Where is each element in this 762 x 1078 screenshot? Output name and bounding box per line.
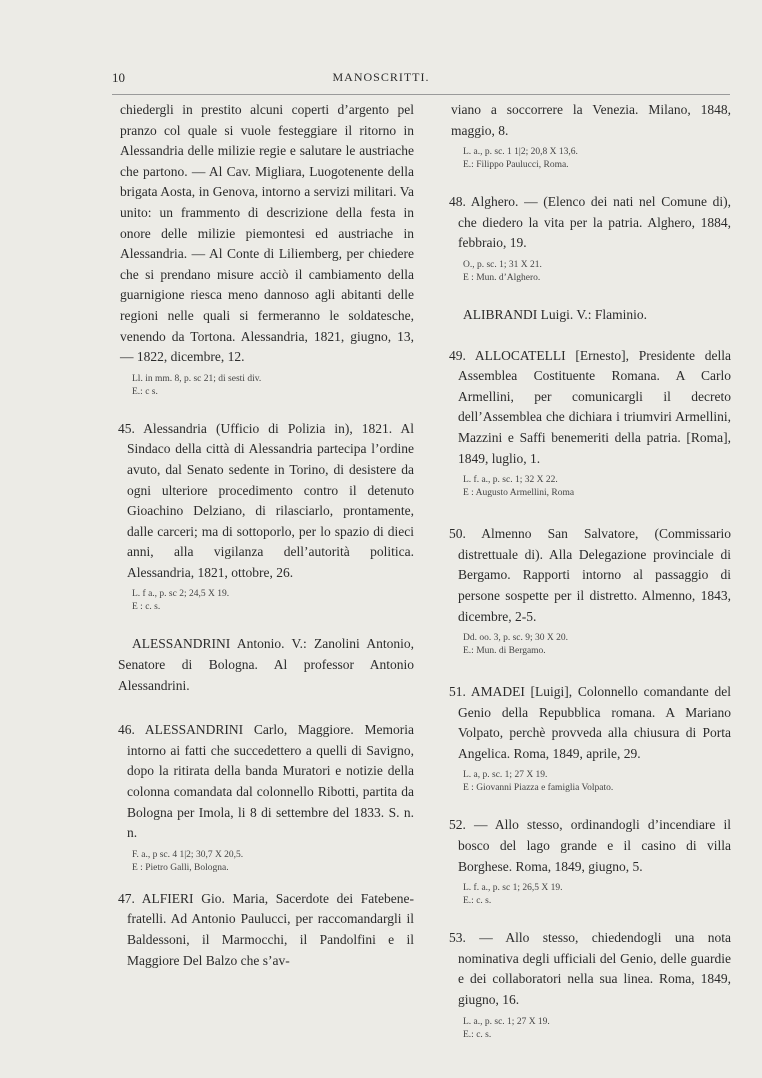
entry-53-note xyxy=(463,1016,731,1042)
exhibitor: E.: c s. xyxy=(132,386,158,397)
exhibitor: E.: c. s. xyxy=(463,896,492,907)
physical-description: Ll. in mm. 8, p. sc 21; di sesti div. xyxy=(132,373,262,384)
entry-51-note xyxy=(463,769,731,795)
cross-reference-alibrandi: ALIBRANDI Luigi. V.: Flaminio. xyxy=(463,306,648,322)
entry-44-note xyxy=(132,373,414,399)
physical-description: F. a., p sc. 4 1|2; 30,7 X 20,5. xyxy=(132,849,244,860)
header-rule xyxy=(112,94,730,95)
exhibitor: E : c. s. xyxy=(132,602,161,613)
exhibitor: E : Mun. d’Alghero. xyxy=(463,272,541,283)
entry-46: 46. ALESSANDRINI Carlo, Maggiore. Memoria intorno ai fatti che succedettero a quelli di Savigno, dopo la ritirata della banda Muratori e notizie della colonna comandata dal colonnello Ribotti, partita da Bologna per Imola, li 8 di settembre del 1833. S. n. n. xyxy=(118,722,414,841)
exhibitor: E.: c. s. xyxy=(463,1029,492,1040)
entry-49: 49. ALLOCATELLI [Ernesto], Presidente della Assemblea Costituente Romana. A Carlo Armellini, per comunicargli il decreto dell’Assemblea che dichiara i triumviri Armellini, Mazzini e Saffi benemeriti della patria. [Roma], 1849, luglio, 1. xyxy=(449,347,731,466)
physical-description: O., p. sc. 1; 31 X 21. xyxy=(463,259,542,270)
entry-45-note xyxy=(132,588,414,614)
entry-53: 53. — Allo stesso, chiedendogli una nota nominativa degli ufficiali del Genio, delle guardie e dei collaboratori nella sua linea. Roma, 1849, giugno, 16. xyxy=(449,930,731,1008)
entry-45: 45. Alessandria (Ufficio di Polizia in), 1821. Al Sindaco della città di Alessandria partecipa l’ordine avuto, dal Senato sedente in Torino, di desistere da ogni ulteriore procedimento contro il detenuto Gioachino Delziano, di rilasciarlo, prontamente, dalle carceri; ma di sottoporlo, per lo spazio di dieci anni, alla vigilanza dell’autorità politica. Alessandria, 1821, ottobre, 26. xyxy=(118,420,414,580)
page-number: 10 xyxy=(112,70,125,85)
physical-description: L. f a., p. sc 2; 24,5 X 19. xyxy=(132,589,230,600)
entry-44-continuation: chiedergli in prestito alcuni coperti d’argento pel pranzo col quale si vuole festeggiare il ritorno in Alessandria delle milizie regie e salutare le austriache che partono. — Al Cav. Migliara, Luogotenente della brigata Aosta, in Genova, intorno a servizi militari. Va unito: un frammento di descrizione della festa in onore delle milizie piemontesi ed austriache in Alessandria. — Al Conte di Liliemberg, per chiedere che si prendano misure acciò il cambiamento della guarnigione riesca meno dannoso agli abitanti delle regioni nelle quali si fermeranno le soldatesche, venendo da Tortona. Alessandria, 1821, giugno, 13, — 1822, dicembre, 12. xyxy=(120,102,414,365)
entry-48: 48. Alghero. — (Elenco dei nati nel Comune di), che diedero la vita per la patria. Alghero, 1884, febbraio, 19. xyxy=(449,194,731,251)
physical-description: L. a., p. sc. 1; 27 X 19. xyxy=(463,1016,550,1027)
entry-48-note xyxy=(463,259,731,285)
physical-description: L. f. a., p. sc 1; 26,5 X 19. xyxy=(463,883,563,894)
entry-51: 51. AMADEI [Luigi], Colonnello comandante del Genio della Repubblica romana. A Mariano Volpato, perchè provveda alla chiusura di Porta Angelica. Roma, 1849, aprile, 29. xyxy=(449,684,731,761)
left-column xyxy=(118,100,414,971)
exhibitor: E.: Filippo Paulucci, Roma. xyxy=(463,160,569,171)
entry-50: 50. Almenno San Salvatore, (Commissario distrettuale di). Alla Delegazione provinciale di Bergamo. Rapporti intorno al passaggio di persone sospette per il distretto. Almenno, 1843, dicembre, 2-5. xyxy=(449,526,731,624)
cross-reference-alessandrini-antonio: ALESSANDRINI Antonio. V.: Zanolini Antonio, Senatore di Bologna. Al professor Antonio Alessandrini. xyxy=(118,636,414,693)
entry-52: 52. — Allo stesso, ordinandogli d’incendiare il bosco del lago grande e il casino di villa Borghese. Roma, 1849, giugno, 5. xyxy=(449,817,731,874)
physical-description: L. f. a., p. sc. 1; 32 X 22. xyxy=(463,475,558,486)
entry-47: 47. ALFIERI Gio. Maria, Sacerdote dei Fatebene-fratelli. Ad Antonio Paulucci, per raccomandargli il Baldessoni, il Marmocchi, il Pandolfini e il Maggiore Del Balzo che s’av- xyxy=(118,890,414,968)
entry-49-note xyxy=(463,474,731,500)
physical-description: Dd. oo. 3, p. sc. 9; 30 X 20. xyxy=(463,633,569,644)
entry-46-note xyxy=(132,849,414,875)
entry-50-note xyxy=(463,632,731,658)
running-title: MANOSCRITTI. xyxy=(332,70,430,84)
entry-47-note xyxy=(463,146,731,172)
exhibitor: E : Giovanni Piazza e famiglia Volpato. xyxy=(463,783,614,794)
physical-description: L. a, p. sc. 1; 27 X 19. xyxy=(463,770,548,781)
exhibitor: E.: Mun. di Bergamo. xyxy=(463,646,546,657)
exhibitor: E : Augusto Armellini, Roma xyxy=(463,488,575,499)
entry-52-note xyxy=(463,882,731,908)
exhibitor: E : Pietro Galli, Bologna. xyxy=(132,862,229,873)
right-column xyxy=(449,100,731,1042)
entry-47-continuation: viano a soccorrere la Venezia. Milano, 1848, maggio, 8. xyxy=(451,102,731,138)
physical-description: L. a., p. sc. 1 1|2; 20,8 X 13,6. xyxy=(463,147,578,158)
